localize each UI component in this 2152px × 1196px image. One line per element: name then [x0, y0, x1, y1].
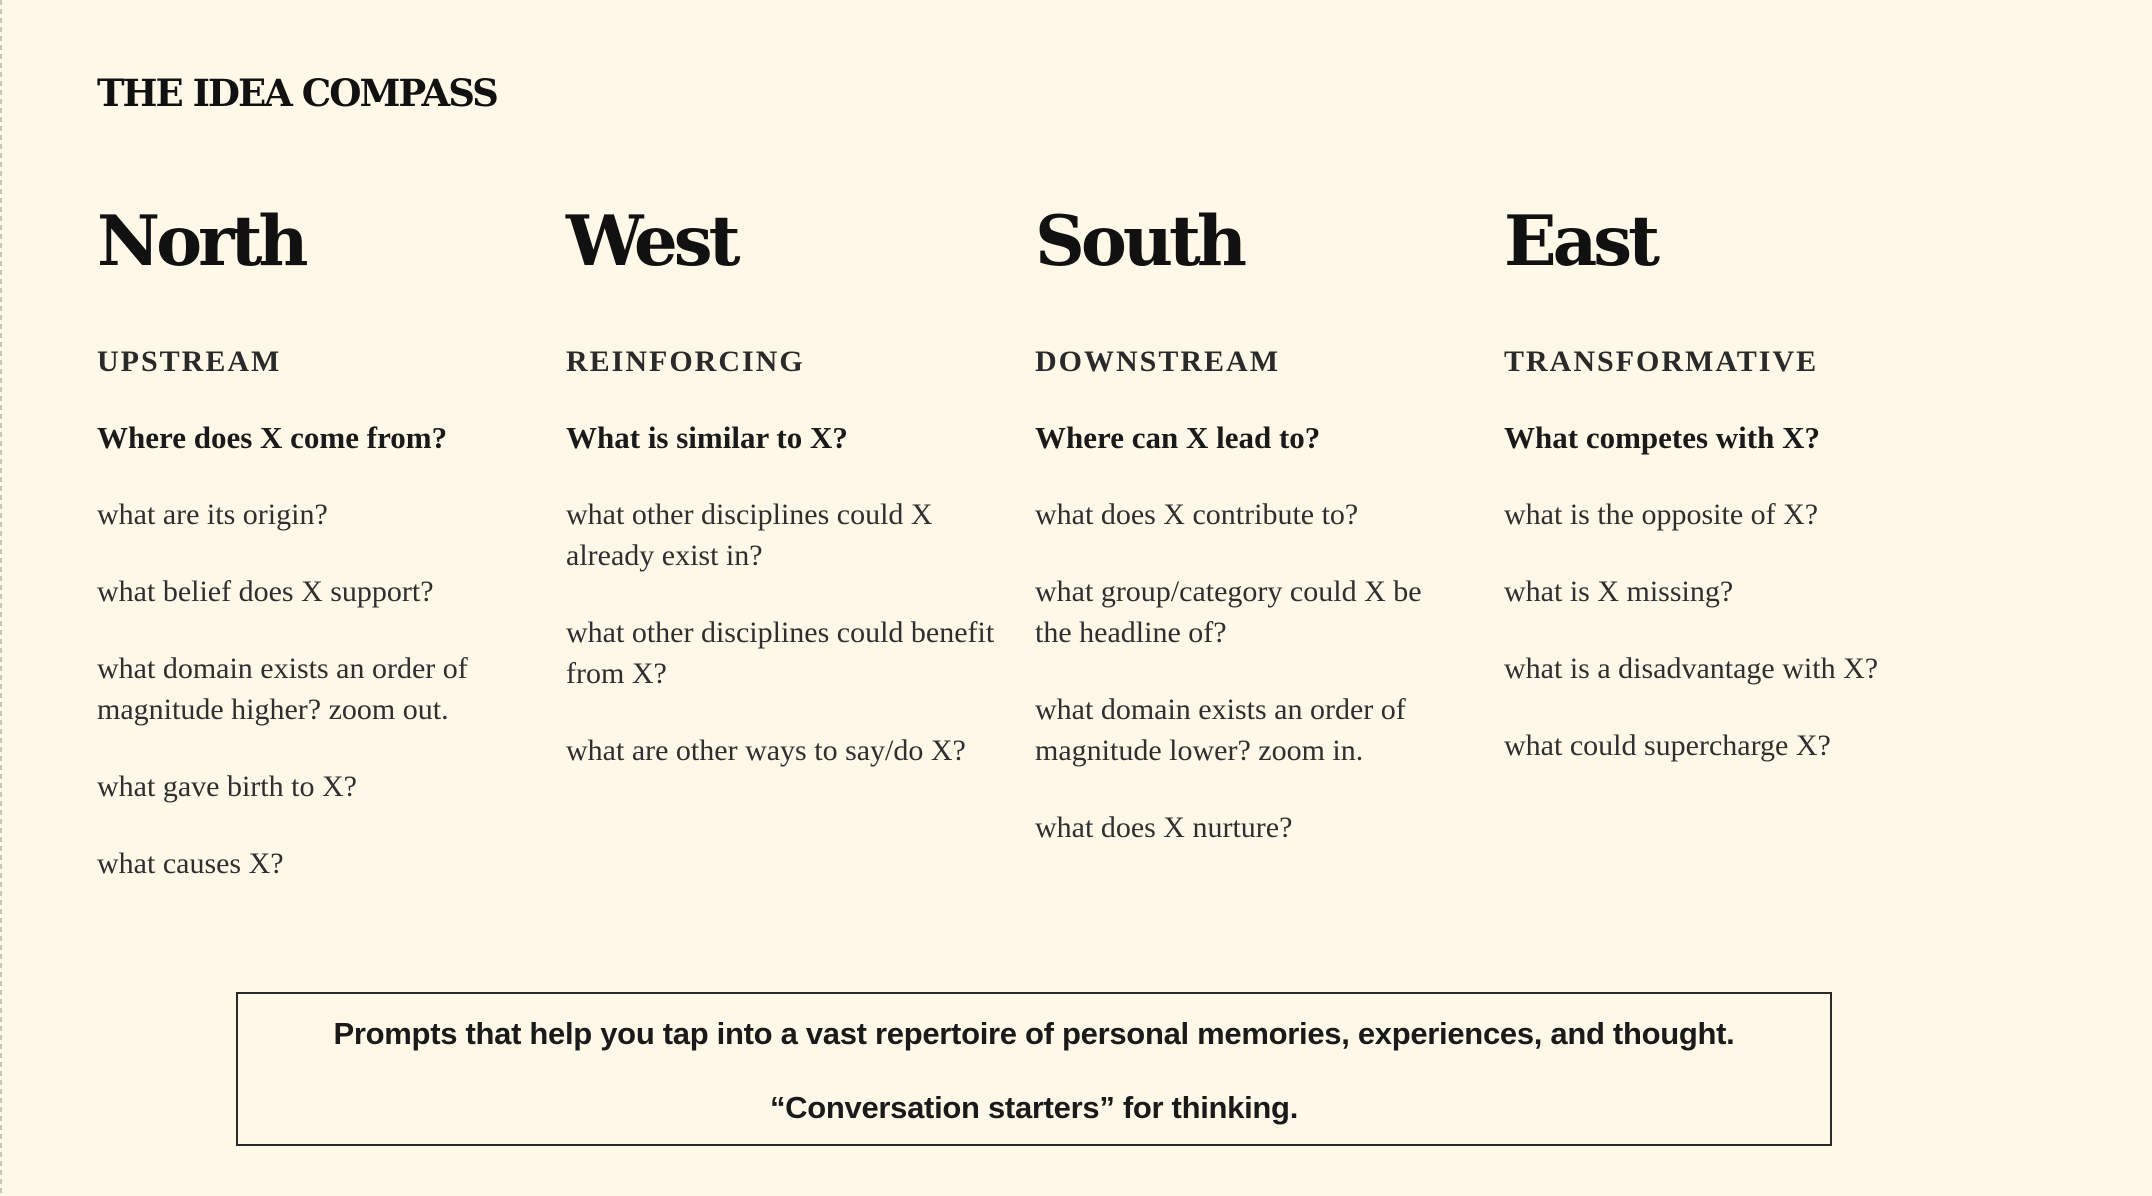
page-edge-divider: [0, 0, 2, 1196]
prompt-item: what group/category could X be the headline of?: [1035, 575, 1422, 649]
prompt-item: what gave birth to X?: [97, 770, 357, 803]
direction-question-east: What competes with X?: [1504, 420, 1820, 455]
direction-subtitle-east: TRANSFORMATIVE: [1504, 345, 1819, 378]
compass-column-south: [1035, 202, 1465, 884]
prompt-item: what could supercharge X?: [1504, 729, 1831, 762]
prompt-list-south: [1035, 494, 1465, 848]
direction-subtitle-west: REINFORCING: [566, 345, 805, 378]
prompt-item: what belief does X support?: [97, 575, 434, 608]
direction-question-south: Where can X lead to?: [1035, 420, 1321, 455]
prompt-list-west: [566, 494, 996, 771]
page-title: THE IDEA COMPASS: [97, 71, 497, 115]
compass-column-west: [566, 202, 996, 807]
prompt-item: what other disciplines could X already exist in?: [566, 498, 933, 572]
direction-question-north: Where does X come from?: [97, 420, 448, 455]
direction-question-west: What is similar to X?: [566, 420, 848, 455]
prompt-item: what is X missing?: [1504, 575, 1734, 608]
prompt-item: what are other ways to say/do X?: [566, 734, 966, 767]
compass-column-north: [97, 202, 527, 920]
prompt-item: what does X nurture?: [1035, 811, 1293, 844]
summary-note-box: [236, 992, 1832, 1146]
prompt-item: what domain exists an order of magnitude higher? zoom out.: [97, 652, 468, 726]
direction-subtitle-north: UPSTREAM: [97, 345, 282, 378]
prompt-item: what are its origin?: [97, 498, 328, 531]
summary-note-line: Prompts that help you tap into a vast repertoire of personal memories, experiences, and thought.: [333, 1016, 1735, 1051]
direction-heading-east: East: [1504, 201, 1657, 282]
prompt-item: what causes X?: [97, 847, 284, 880]
prompt-list-north: [97, 494, 527, 884]
direction-subtitle-south: DOWNSTREAM: [1035, 345, 1281, 378]
prompt-item: what is the opposite of X?: [1504, 498, 1819, 531]
direction-heading-west: West: [566, 201, 737, 282]
direction-heading-north: North: [97, 201, 305, 282]
prompt-item: what other disciplines could benefit from X?: [566, 616, 995, 690]
direction-heading-south: South: [1035, 201, 1244, 282]
prompt-list-east: [1504, 494, 1934, 766]
summary-note-tagline: “Conversation starters” for thinking.: [769, 1090, 1299, 1125]
compass-column-east: [1504, 202, 1934, 802]
prompt-item: what does X contribute to?: [1035, 498, 1359, 531]
prompt-item: what domain exists an order of magnitude lower? zoom in.: [1035, 693, 1406, 767]
prompt-item: what is a disadvantage with X?: [1504, 652, 1879, 685]
